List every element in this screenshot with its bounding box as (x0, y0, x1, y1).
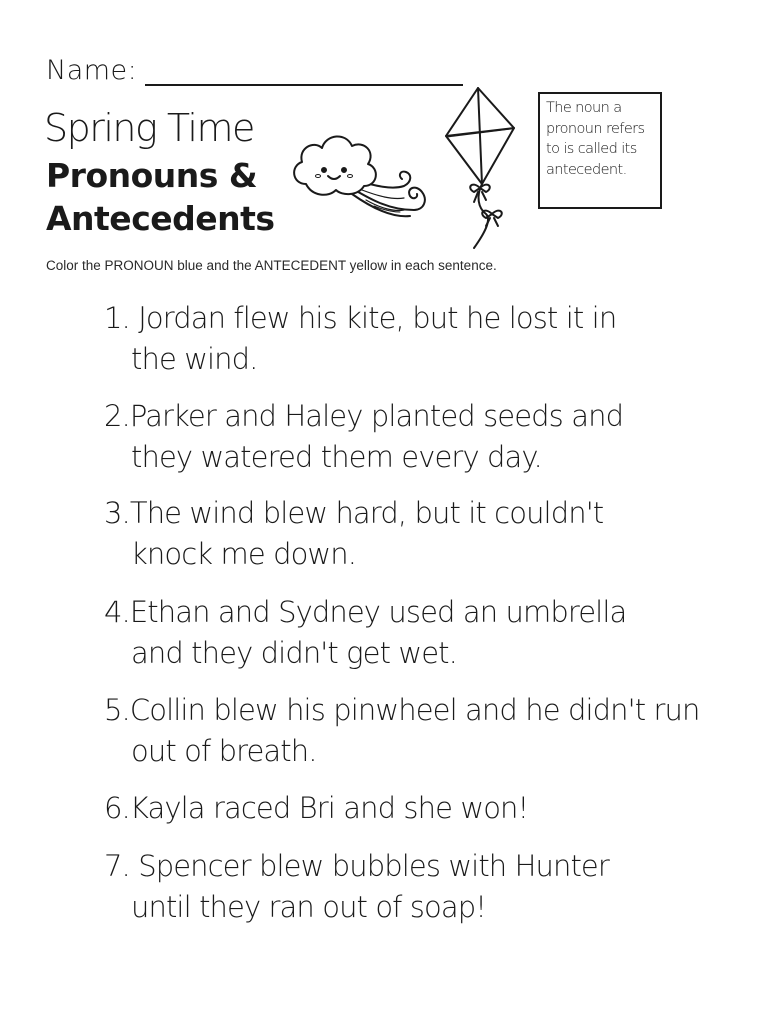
sentence-2-number: 2. (104, 399, 130, 433)
sentence-2 (104, 396, 623, 478)
name-label: Name: (46, 55, 138, 86)
sentence-6-number: 6. (104, 791, 130, 825)
title-pronouns: Pronouns & (46, 156, 258, 195)
title-spring-time: Spring Time (44, 106, 254, 150)
sentence-5 (104, 690, 699, 772)
instructions: Color the PRONOUN blue and the ANTECEDENT yellow in each sentence. (46, 258, 497, 273)
smiling-cloud-icon (288, 124, 428, 224)
name-row (46, 50, 463, 86)
sentence-3-line1: The wind blew hard, but it couldn't (129, 496, 604, 530)
sentence-7-number: 7. (104, 849, 130, 883)
sentence-1-number: 1. (104, 301, 130, 335)
sentence-4-line1: Ethan and Sydney used an umbrella (129, 595, 627, 629)
sentence-1-line2: the wind. (131, 342, 258, 376)
sentence-6-line1: Kayla raced Bri and she won! (129, 791, 529, 825)
sentence-7-line2: until they ran out of soap! (131, 890, 486, 924)
sentence-4 (104, 592, 626, 674)
name-field-line[interactable] (145, 56, 463, 86)
sentence-4-number: 4. (104, 595, 130, 629)
title-antecedents: Antecedents (46, 199, 275, 238)
sentence-4-line2: and they didn't get wet. (131, 636, 457, 670)
sentence-3-line2: knock me down. (131, 537, 357, 571)
sentence-7-line1: Spencer blew bubbles with Hunter (138, 849, 609, 883)
sentence-5-number: 5. (104, 693, 130, 727)
sentence-1 (104, 298, 616, 380)
sentence-5-line2: out of breath. (131, 734, 317, 768)
sentence-2-line2: they watered them every day. (131, 440, 542, 474)
sentence-1-line1: Jordan flew his kite, but he lost it in (138, 301, 617, 335)
kite-icon (430, 84, 530, 252)
definition-box: The noun a pronoun refers to is called its antecedent. (538, 92, 662, 209)
sentence-2-line1: Parker and Haley planted seeds and (129, 399, 624, 433)
sentence-6 (104, 788, 528, 829)
sentence-3-number: 3. (104, 496, 130, 530)
sentence-7 (104, 846, 609, 928)
sentence-5-line1: Collin blew his pinwheel and he didn't run (129, 693, 700, 727)
sentence-3 (104, 493, 603, 575)
